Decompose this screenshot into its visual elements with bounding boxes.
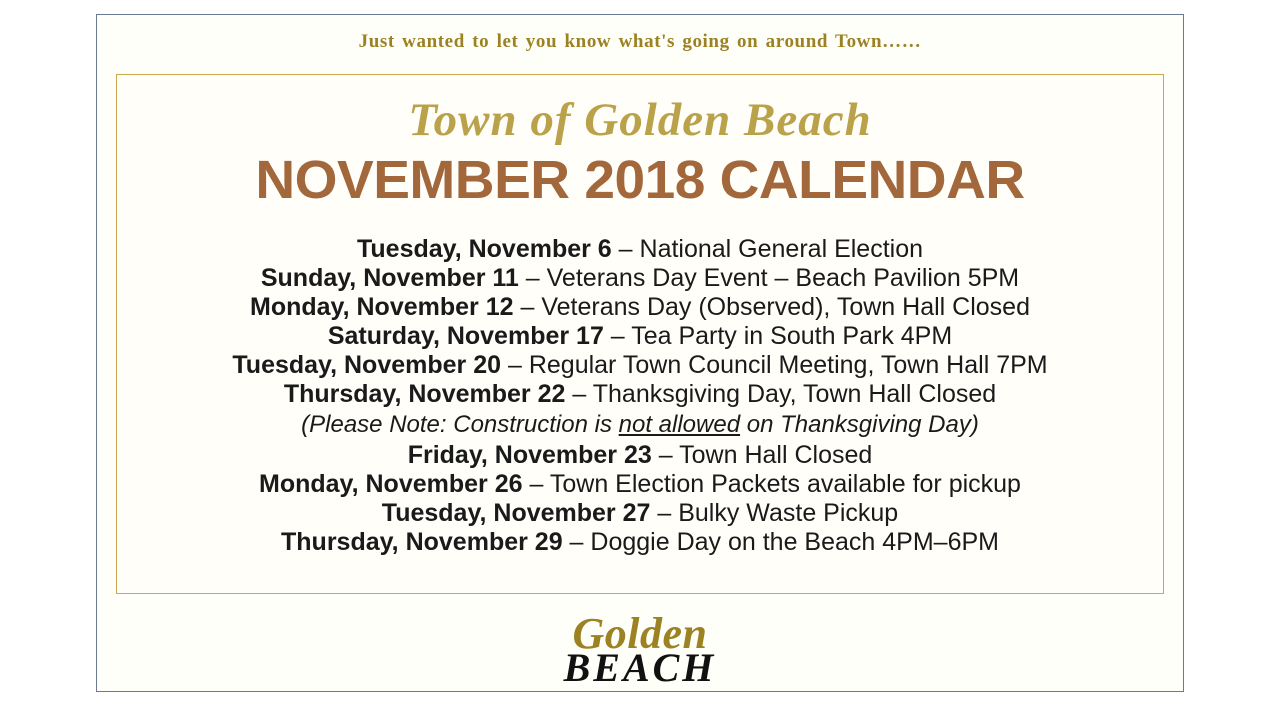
flyer-title: Town of Golden Beach [408,94,872,146]
event-item [127,264,1153,293]
events-list [117,235,1163,557]
event-day: Thursday, November 22 [283,380,566,408]
event-detail: – Thanksgiving Day, Town Hall Closed [565,380,997,408]
event-item [127,351,1153,380]
event-detail: – Town Hall Closed [651,441,873,469]
event-detail: – Regular Town Council Meeting, Town Hall 7PM [501,351,1048,379]
event-day: Friday, November 23 [407,441,652,469]
note-suffix: on Thanksgiving Day) [740,411,979,438]
event-detail: – Doggie Day on the Beach 4PM–6PM [562,528,999,556]
event-day: Saturday, November 17 [327,322,604,350]
note-prefix: (Please Note: Construction is [301,411,619,438]
event-day: Monday, November 26 [259,470,523,498]
tagline-text: Just wanted to let you know what's going on around Town…… [358,31,922,52]
event-item [127,380,1153,409]
event-day: Tuesday, November 27 [381,499,651,527]
event-detail: – Veterans Day (Observed), Town Hall Closed [513,293,1030,321]
event-item [127,499,1153,528]
event-detail: – National General Election [611,235,924,263]
logo-golden-text: Golden [572,609,708,658]
event-detail: – Veterans Day Event – Beach Pavilion 5PM [518,264,1020,292]
slide-canvas [96,14,1184,692]
town-logo [97,609,1183,690]
event-item [127,441,1153,470]
event-day: Tuesday, November 6 [356,235,612,263]
event-item [127,470,1153,499]
note-underlined: not allowed [618,411,741,438]
event-detail: – Bulky Waste Pickup [650,499,899,527]
event-detail: – Town Election Packets available for pickup [522,470,1021,498]
event-day: Thursday, November 29 [281,528,563,556]
construction-note [127,409,1153,441]
logo-beach-text: BEACH [563,644,717,690]
event-item [127,235,1153,264]
event-detail: – Tea Party in South Park 4PM [603,322,953,350]
event-item [127,322,1153,351]
calendar-flyer [116,74,1164,594]
event-day: Monday, November 12 [250,293,514,321]
event-item [127,293,1153,322]
event-item [127,528,1153,557]
event-day: Sunday, November 11 [260,264,519,292]
event-day: Tuesday, November 20 [232,351,502,379]
flyer-subtitle: NOVEMBER 2018 CALENDAR [255,150,1025,210]
